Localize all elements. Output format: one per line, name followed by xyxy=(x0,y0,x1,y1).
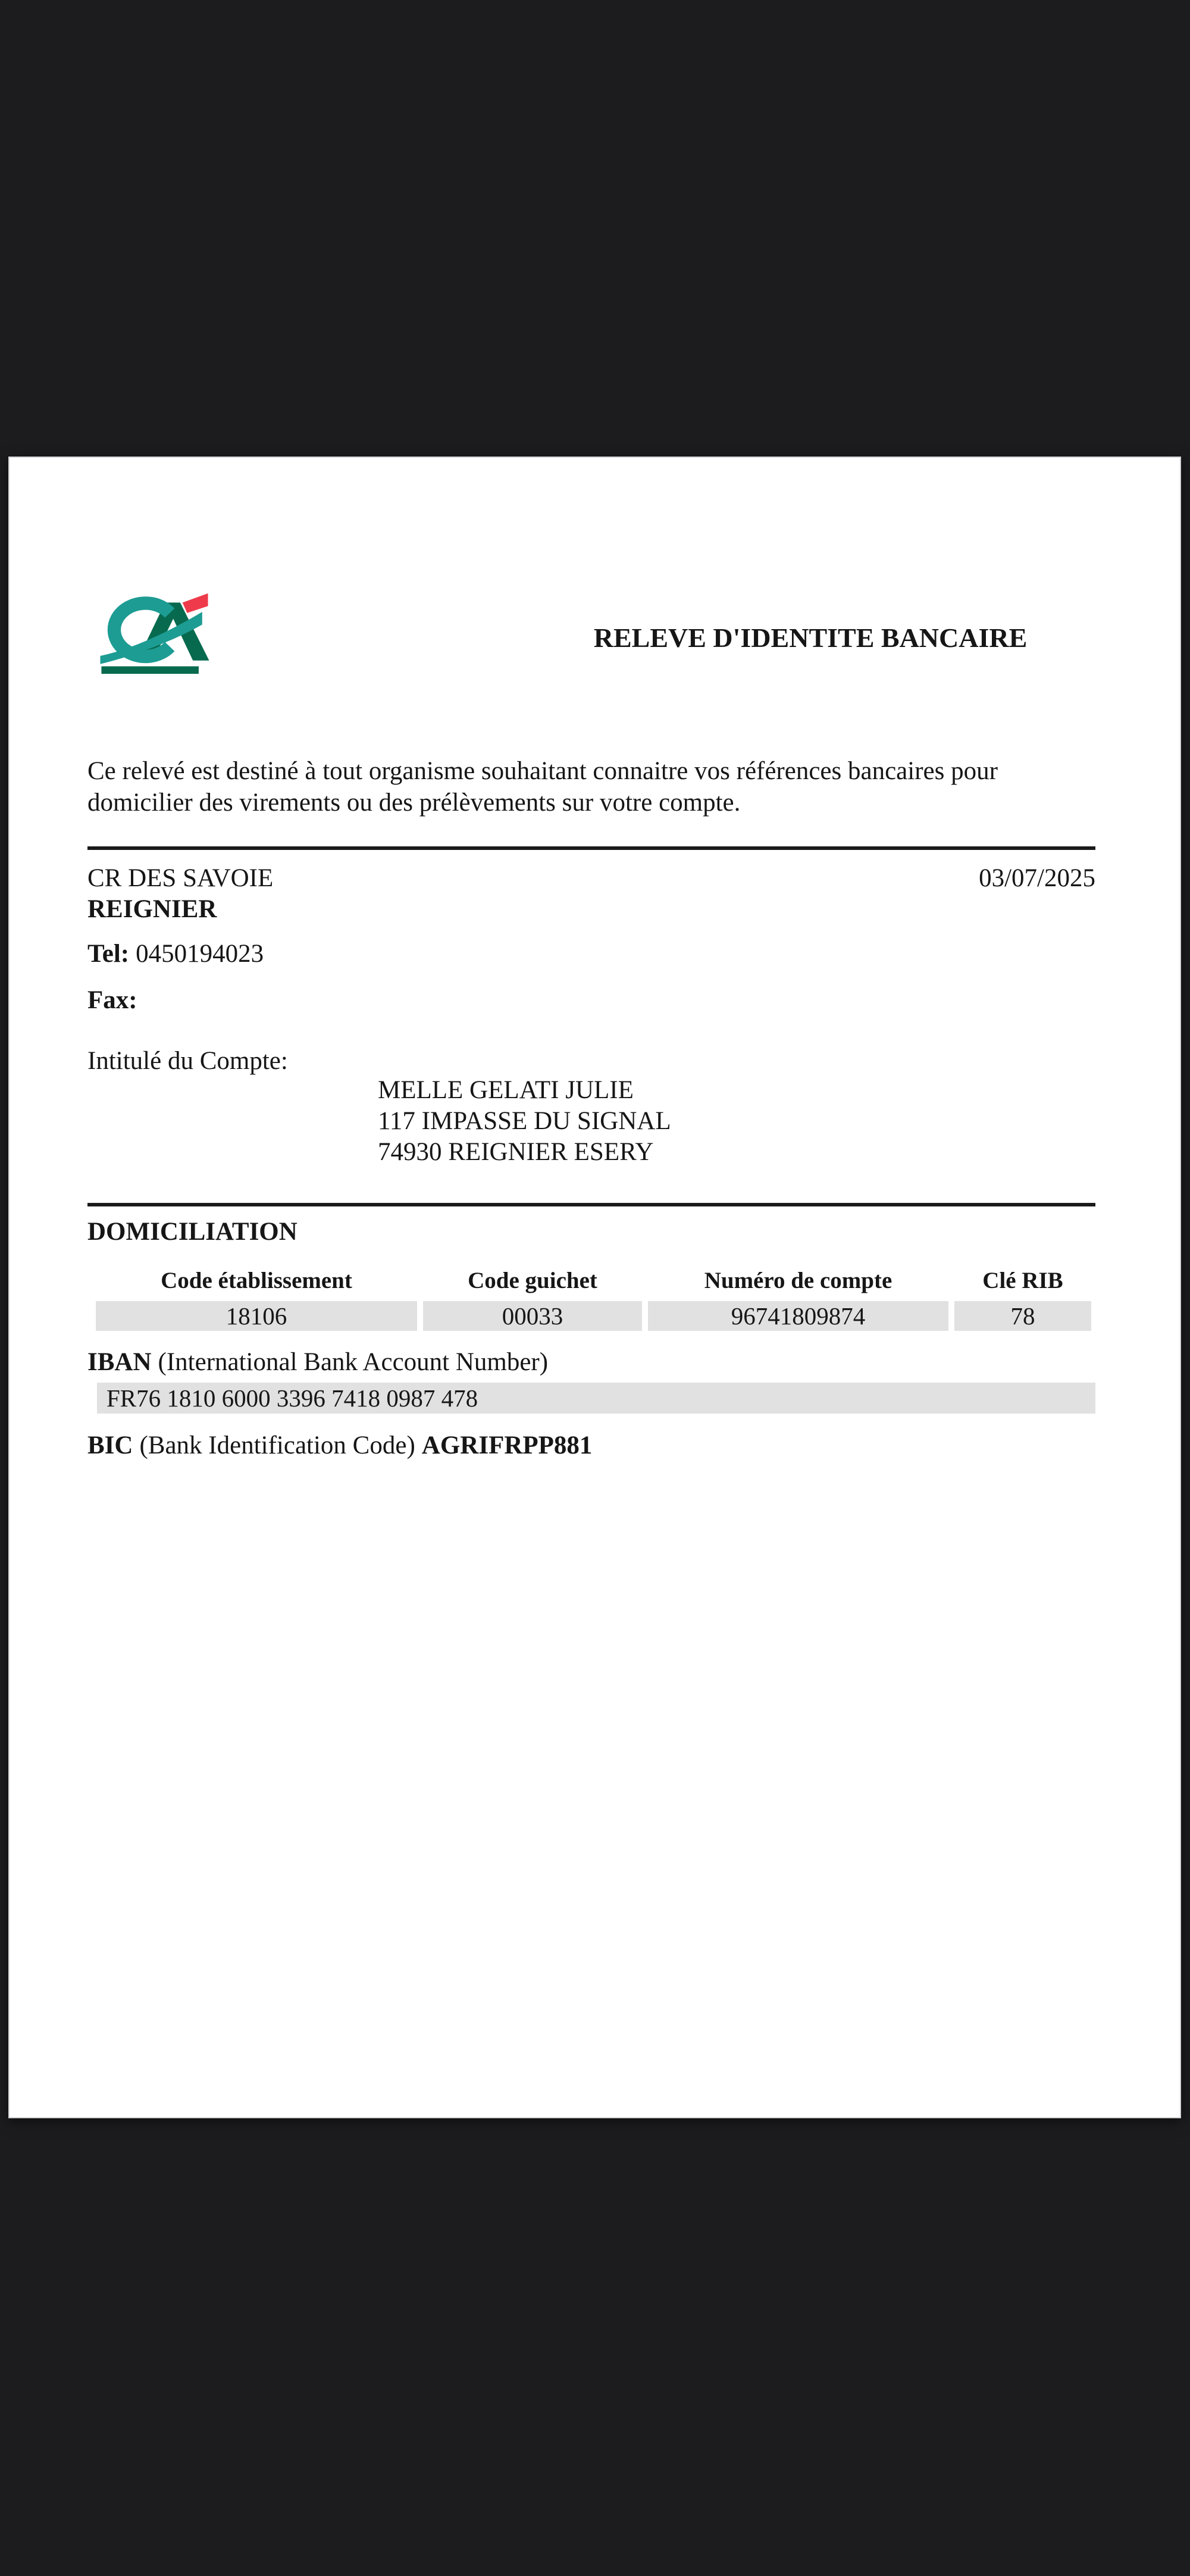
domiciliation-title: DOMICILIATION xyxy=(87,1218,298,1246)
document-date: 03/07/2025 xyxy=(979,864,1095,892)
agency-city: REIGNIER xyxy=(87,895,217,923)
header-code-guichet: Code guichet xyxy=(468,1268,597,1293)
divider-domiciliation xyxy=(87,1203,1095,1206)
intro-line-2: domicilier des virements ou des prélèvements sur votre compte. xyxy=(87,789,741,817)
bic-label-rest: (Bank Identification Code) xyxy=(139,1431,415,1459)
header-code-etablissement: Code établissement xyxy=(161,1268,352,1293)
tel-value: 0450194023 xyxy=(136,940,264,968)
iban-label-rest: (International Bank Account Number) xyxy=(158,1348,549,1376)
iban-value-bar: FR76 1810 6000 3396 7418 0987 478 xyxy=(97,1383,1095,1414)
iban-label-line xyxy=(87,1346,548,1378)
header-cle-rib: Clé RIB xyxy=(982,1268,1063,1293)
value-cle-rib: 78 xyxy=(954,1301,1091,1331)
holder-city: 74930 REIGNIER ESERY xyxy=(378,1138,654,1166)
rib-table-header-row xyxy=(96,1267,1094,1295)
account-holder-address xyxy=(378,1075,671,1168)
document-page xyxy=(8,457,1181,2118)
rib-table xyxy=(96,1267,1094,1331)
intro-line-1: Ce relevé est destiné à tout organisme souhaitant connaitre vos références bancaires pour xyxy=(87,757,998,785)
divider-top xyxy=(87,846,1095,850)
tel-label: Tel: xyxy=(87,940,130,968)
rib-table-value-row xyxy=(96,1295,1094,1331)
value-code-guichet: 00033 xyxy=(423,1301,642,1331)
bic-label: BIC xyxy=(87,1431,133,1459)
agency-name: CR DES SAVOIE xyxy=(87,864,274,892)
holder-street: 117 IMPASSE DU SIGNAL xyxy=(378,1107,671,1135)
page-title: RELEVE D'IDENTITE BANCAIRE xyxy=(593,623,1028,653)
ca-logo-icon xyxy=(96,590,213,677)
intro-paragraph xyxy=(87,755,998,818)
fax-label: Fax: xyxy=(87,986,137,1014)
value-code-etablissement: 18106 xyxy=(96,1301,417,1331)
bic-value: AGRIFRPP881 xyxy=(421,1431,593,1459)
iban-label: IBAN xyxy=(87,1348,152,1376)
agency-row xyxy=(87,862,1095,894)
account-holder-label: Intitulé du Compte: xyxy=(87,1047,288,1075)
tel-line xyxy=(87,938,264,970)
value-numero-de-compte: 96741809874 xyxy=(648,1301,948,1331)
bic-line xyxy=(87,1430,592,1461)
holder-name: MELLE GELATI JULIE xyxy=(378,1076,634,1104)
header-numero-de-compte: Numéro de compte xyxy=(704,1268,892,1293)
credit-agricole-logo xyxy=(96,590,213,677)
